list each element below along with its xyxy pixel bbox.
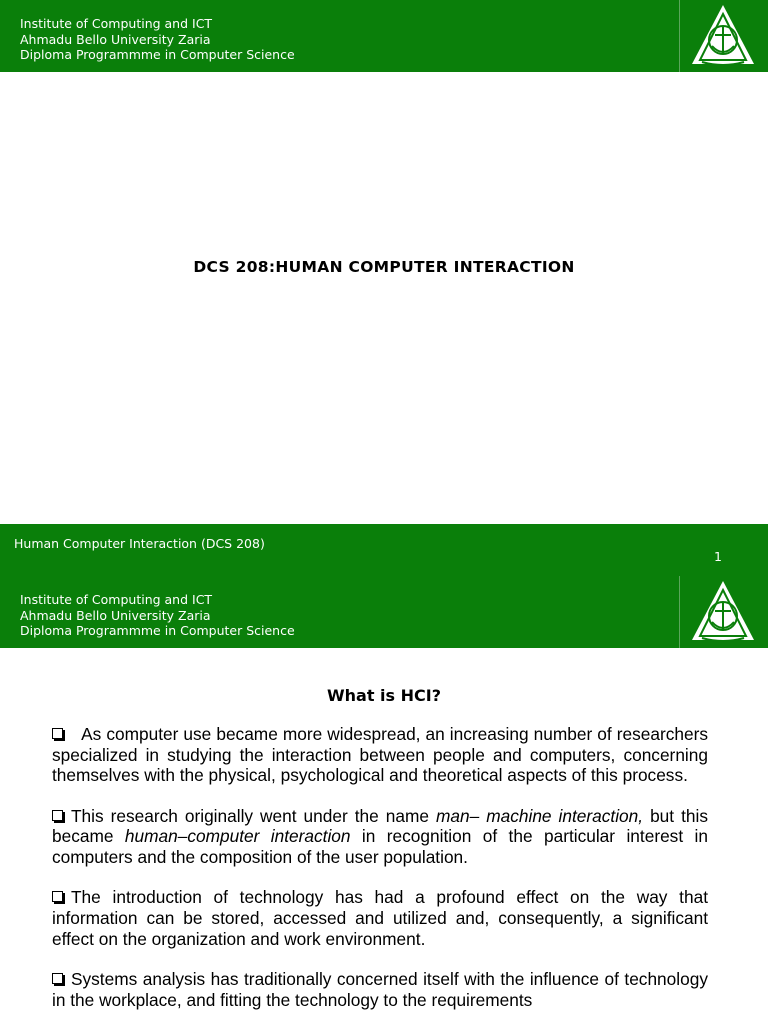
bullet-box-icon	[52, 728, 63, 739]
abu-crest-icon	[688, 2, 758, 70]
paragraph-2-text-c: in recognition of the particular interest in computers and the composition of the user population.	[52, 826, 708, 868]
slide-body	[52, 724, 708, 1024]
header-line-institute: Institute of Computing and ICT	[20, 592, 213, 607]
header-line-university: Ahmadu Bello University Zaria	[20, 31, 211, 47]
paragraph-1	[52, 724, 708, 786]
header-lines	[20, 592, 295, 639]
slide-header	[0, 0, 768, 72]
logo-box	[679, 576, 768, 648]
page-number: 1	[714, 549, 722, 564]
header-line-programme: Diploma Programmme in Computer Science	[20, 47, 295, 62]
slide-header	[0, 576, 768, 648]
slide-title: DCS 208:HUMAN COMPUTER INTERACTION	[193, 258, 575, 276]
bullet-box-icon	[52, 810, 63, 821]
slide-2	[0, 576, 768, 1024]
slide-footer	[0, 524, 768, 576]
logo-box	[679, 0, 768, 72]
paragraph-2-text-b: but this became	[52, 805, 708, 847]
paragraph-4	[52, 969, 708, 1010]
paragraph-2	[52, 806, 708, 868]
slide-heading: What is HCI?	[327, 686, 441, 705]
paragraph-2-em-2: human–computer interaction	[124, 826, 351, 847]
header-line-institute: Institute of Computing and ICT	[20, 16, 213, 31]
footer-course-text: Human Computer Interaction (DCS 208)	[14, 536, 265, 551]
bullet-box-icon	[52, 973, 63, 984]
header-line-university: Ahmadu Bello University Zaria	[20, 607, 211, 623]
paragraph-3-text: The introduction of technology has had a profound effect on the way that information can be stored, accessed and utilized and, consequently, a significant effect on the organization and work environment.	[52, 887, 708, 949]
paragraph-3	[52, 887, 708, 949]
bullet-box-icon	[52, 891, 63, 902]
header-lines	[20, 16, 295, 63]
paragraph-2-text-a: This research originally went under the name	[71, 805, 436, 826]
header-line-programme: Diploma Programmme in Computer Science	[20, 623, 295, 638]
abu-crest-icon	[688, 578, 758, 646]
paragraph-1-text: As computer use became more widespread, an increasing number of researchers specialized in studying the interaction between people and computers, concerning themselves with the physical, psychological and theoretical aspects of this process.	[52, 724, 708, 786]
paragraph-2-em-1: man– machine interaction,	[436, 805, 644, 826]
paragraph-4-text: Systems analysis has traditionally concerned itself with the influence of technology in the workplace, and fitting the technology to the requirements	[52, 969, 708, 1010]
